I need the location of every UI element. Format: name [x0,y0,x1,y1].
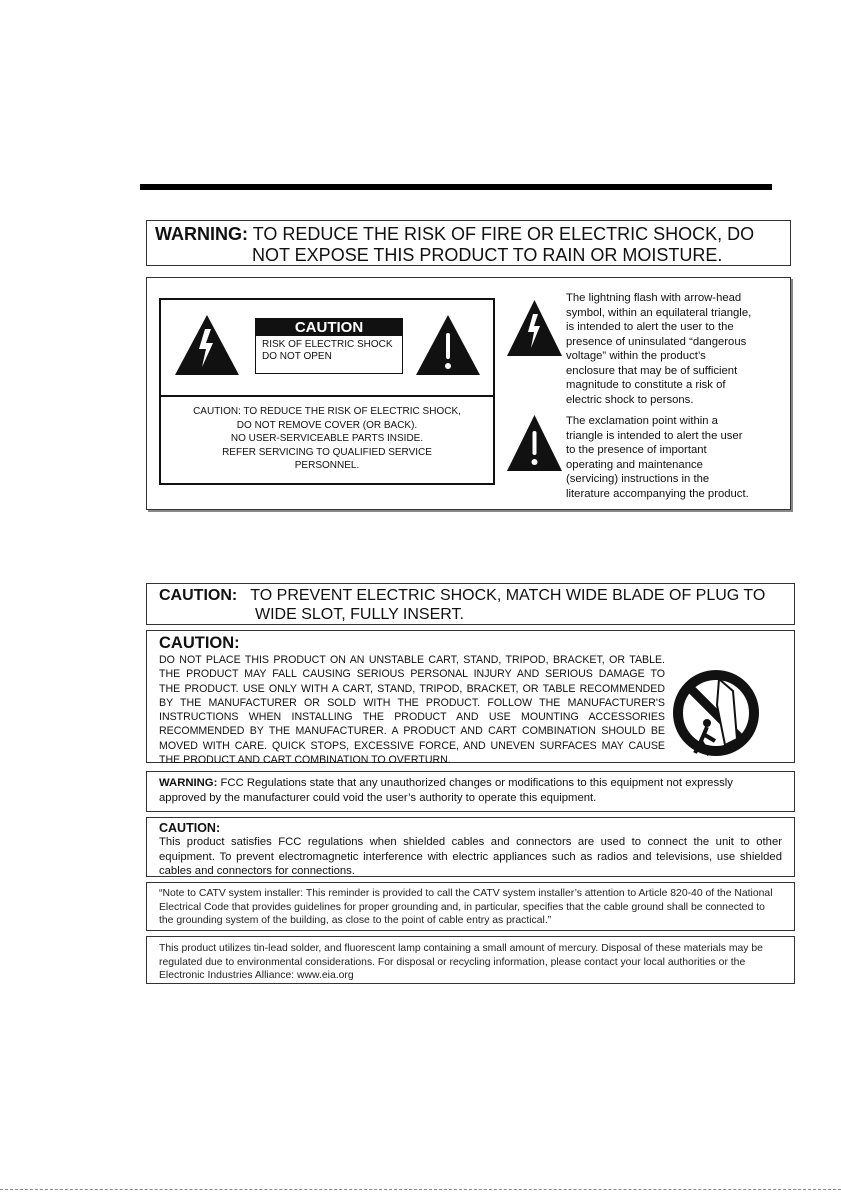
text-line: THE PRODUCT. USE ONLY WITH A CART, STAND, TRIPOD, BRACKET, OR TABLE RECOMMENDED [159,682,665,695]
exclamation-description [566,414,749,501]
shock-caution-text [161,405,493,473]
warning-line2: NOT EXPOSE THIS PRODUCT TO RAIN OR MOISTURE. [252,245,723,265]
text-line: (servicing) instructions in the [566,473,710,485]
plug-caution-line2: WIDE SLOT, FULLY INSERT. [255,606,464,623]
fcc-warning-box [146,771,795,812]
cart-caution-box [146,630,795,767]
plug-caution-label: CAUTION: [159,587,238,604]
text-line: The exclamation point within a [566,415,718,427]
page-edge [0,1189,841,1190]
text-line: MOVED WITH CARE. QUICK STOPS, EXCESSIVE FORCE, AND UNEVEN SURFACES MAY CAUSE [159,739,665,752]
text-line: DO NOT REMOVE COVER (OR BACK). [236,419,418,431]
text-line: electric shock to persons. [566,393,694,406]
text-line: presence of uninsulated “dangerous [566,335,747,348]
text-line: NO USER-SERVICEABLE PARTS INSIDE. [230,433,424,444]
text-line: BY THE MANUFACTURER OR SOLD WITH THE PRODUCT. FOLLOW THE MANUFACTURER'S [159,696,665,709]
exclamation-triangle-icon [416,315,480,375]
lightning-triangle-icon [175,315,239,375]
text-line: symbol, within an equilateral triangle, [566,306,752,319]
text-line: THE PRODUCT AND CART COMBINATION TO OVERTURN. [159,754,451,767]
text-line: literature accompanying the product. [566,487,749,500]
text-line: operating and maintenance [566,458,703,471]
text-line: DO NOT PLACE THIS PRODUCT ON AN UNSTABLE CART, STAND, TRIPOD, BRACKET, OR TABLE. [159,654,665,666]
text-line: THE PRODUCT MAY FALL CAUSING SERIOUS PERSONAL INJURY AND SERIOUS DAMAGE TO [159,668,665,681]
cart-caution-title: CAUTION: [159,634,240,652]
text-line: RECOMMENDED BY THE MANUFACTURER. A PRODUCT AND CART COMBINATION SHOULD BE [159,725,665,738]
fcc-caution-text: This product satisfies FCC regulations when shielded cables and connectors are used to connect the unit to other equipment. To prevent electromagnetic interference with electric appliances such as radios and televisions, use shielded cables and connectors for connections. [159,836,782,877]
text-line: The lightning flash with arrow-head [566,292,742,304]
cart-tipover-icon [671,665,761,761]
plug-caution-box [146,583,795,625]
text-line: CAUTION: TO REDUCE THE RISK OF ELECTRIC SHOCK, [193,406,461,417]
symbols-box [146,277,791,510]
text-line: is intended to alert the user to the [566,321,734,333]
text-line: PERSONNEL. [294,460,360,471]
panel-divider [161,395,493,397]
text-line: to the presence of important [566,444,707,456]
caution-label-title: CAUTION [256,319,402,336]
warning-line1: TO REDUCE THE RISK OF FIRE OR ELECTRIC SHOCK, DO [252,224,755,244]
fcc-caution-box [146,817,795,877]
caution-label-line2: DO NOT OPEN [262,351,332,362]
shock-label-panel [159,298,495,485]
header-rule [140,184,772,190]
text-line: voltage” within the product’s [566,350,706,362]
text-line: triangle is intended to alert the user [566,429,743,442]
mercury-note-text: This product utilizes tin-lead solder, and fluorescent lamp containing a small amount of mercury. Disposal of these materials may be regulated due to environmental considerations. For disposal or recycling information, please contact your local authorities or the Electronic Industries Alliance: www.eia.org [159,943,763,982]
text-line: INSTRUCTIONS WHEN INSTALLING THE PRODUCT AND USE MOUNTING ACCESSORIES [159,711,665,724]
lightning-triangle-icon [507,300,562,356]
fcc-warning-label: WARNING: [159,777,218,789]
plug-caution-line1: TO PREVENT ELECTRIC SHOCK, MATCH WIDE BLADE OF PLUG TO [250,587,766,604]
text-line: REFER SERVICING TO QUALIFIED SERVICE [222,446,432,458]
catv-note-box [146,882,795,931]
warning-label: WARNING: [155,224,248,244]
exclamation-triangle-icon [507,415,562,471]
caution-label-line1: RISK OF ELECTRIC SHOCK [262,339,393,350]
caution-label [255,318,403,374]
catv-note-text: “Note to CATV system installer: This reminder is provided to call the CATV system installer’s attention to Article 820-40 of the National Electrical Code that provides guidelines for proper grounding and, in particular, specifies that the cable ground shall be connected to the grounding system of the building, as close to the point of cable entry as practical.” [159,888,773,927]
fcc-warning-text: FCC Regulations state that any unauthorized changes or modifications to this equipment not expressly approved by the manufacturer could void the user’s authority to operate this equipment. [159,777,733,804]
rain-warning-box [146,220,791,266]
text-line: enclosure that may be of sufficient [566,364,738,377]
lightning-description [566,291,751,407]
cart-caution-text [159,653,665,767]
fcc-caution-title: CAUTION: [159,821,221,835]
mercury-note-box [146,936,795,984]
text-line: magnitude to constitute a risk of [566,379,726,391]
